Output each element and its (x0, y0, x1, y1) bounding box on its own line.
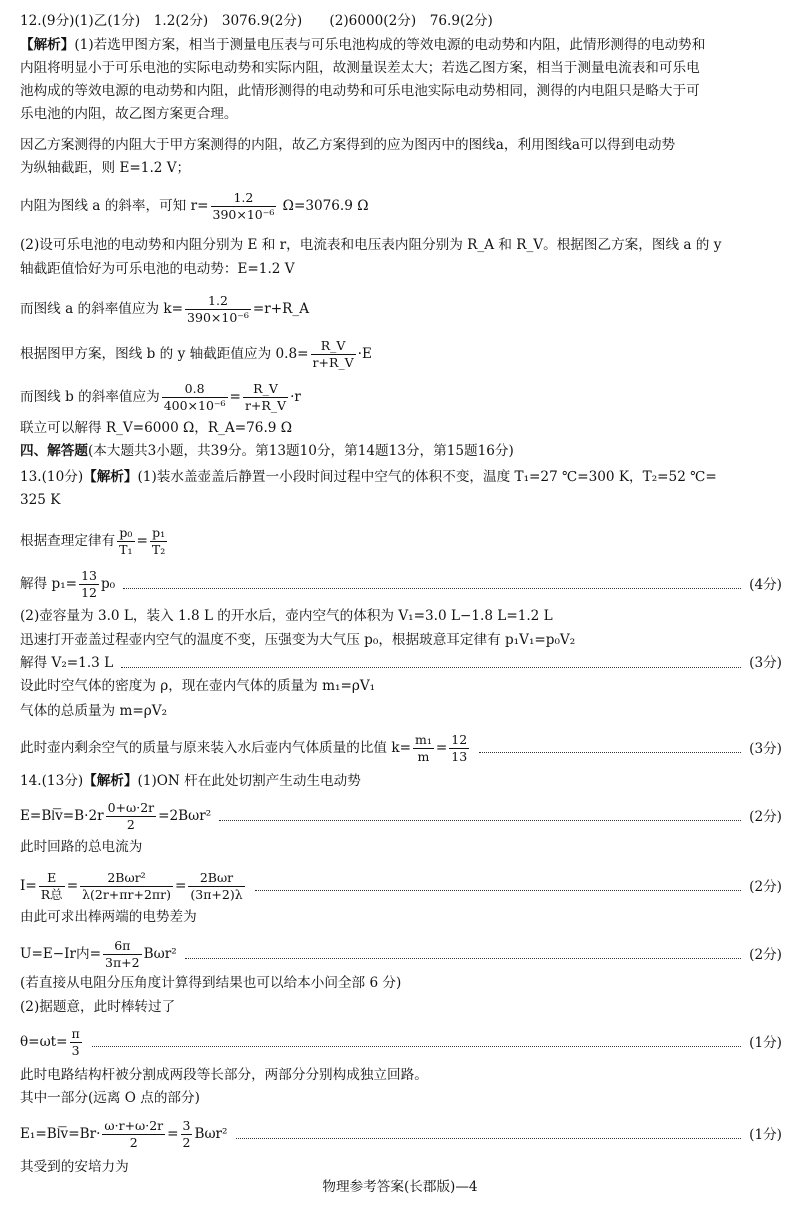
score-label: (3分) (749, 655, 782, 671)
score-label: (2分) (749, 946, 782, 963)
q14-text-line: 其中一部分(远离 O 点的部分) (20, 1090, 200, 1106)
q12-text-line: 池构成的等效电源的电动势和内阻，此情形测得的电动势和可乐电池实际电动势相同，测得的内电阻只是略大于可 (20, 83, 700, 99)
analysis-tag: 【解析】 (20, 37, 75, 53)
fraction: $\frac{\text{2Bωr²}}{\lambda(2r+\pi r+2\pi r)}$ (82, 870, 171, 902)
fraction: $\frac{\omega\cdot r+\omega\cdot 2r}{2}$ (104, 1118, 164, 1150)
analysis-tag: 【解析】 (83, 469, 138, 485)
q12-analysis-line: 【解析】(1)若选甲图方案，相当于测量电压表与可乐电池构成的等效电源的电动势和内阻，此情形测得的电动势和 (20, 37, 706, 53)
q12-internal-resistance-eq: 内阻为图线 a 的斜率，可知 r= $\frac{1.2}{\text{390×10⁻⁶}}$ Ω=3076.9 Ω (20, 190, 369, 222)
q12-intercept-eq: 根据图甲方案，图线 b 的 y 轴截距值应为 0.8= $\frac{R\_V}{r+R\_V}$ ·E (20, 338, 372, 370)
q14-scored-line: U=E−Ir内= $\frac{6\pi}{3\pi+2}$ Bωr² (2分) (20, 938, 782, 970)
q13-scored-line: 此时壶内剩余空气的质量与原来装入水后壶内气体质量的比值 k= $\frac{\text{m₁}}{m}$ = $\frac{12}{13}$ (3分) (20, 732, 782, 764)
q14-scored-line: θ=ωt= $\frac{\pi}{3}$ (1分) (20, 1026, 782, 1058)
q14-text-line: (若直接从电阻分压角度计算得到结果也可以给本小问全部 6 分) (20, 975, 402, 991)
score-label: (1分) (749, 1126, 782, 1143)
fraction: $\frac{\text{m₁}}{m}$ (414, 732, 432, 764)
dotted-leader (92, 1046, 741, 1047)
q13-text-line: (2)壶容量为 3.0 L，装入 1.8 L 的开水后，壶内空气的体积为 V₁=3.0 L−1.8 L=1.2 L (20, 608, 553, 624)
q14-header: 14.(13分)【解析】(1)ON 杆在此处切割产生动生电动势 (20, 773, 361, 789)
fraction: $\frac{1.2}{\text{390×10⁻⁶}}$ (187, 293, 249, 325)
q12-header: 12.(9分)(1)乙(1分) 1.2(2分) 3076.9(2分) (2)6000(2分) 76.9(2分) (20, 13, 493, 29)
q13-text-line: 迅速打开壶盖过程壶内空气的温度不变，压强变为大气压 p₀，根据玻意耳定律有 p₁V₁=p₀V₂ (20, 632, 576, 648)
dotted-leader (123, 588, 741, 589)
q14-text-line: 此时回路的总电流为 (20, 839, 143, 855)
q14-text-line: (2)据题意，此时棒转过了 (20, 999, 176, 1015)
score-label: (2分) (749, 808, 782, 825)
fraction: $\frac{\pi}{3}$ (71, 1026, 80, 1058)
fraction: $\frac{\text{p₁}}{\text{T₂}}$ (151, 525, 166, 557)
dotted-leader (479, 752, 741, 753)
fraction: $\frac{0.8}{\text{400×10⁻⁶}}$ (163, 381, 226, 413)
q12-text-line: (2)设可乐电池的电动势和内阻分别为 E 和 r，电流表和电压表内阻分别为 R_A 和 R_V。根据图乙方案，图线 a 的 y (20, 237, 722, 253)
score-label: (3分) (749, 740, 782, 757)
fraction: $\frac{\text{p₀}}{\text{T₁}}$ (119, 525, 133, 557)
q12-slope-eq: 而图线 a 的斜率值应为 k= $\frac{1.2}{\text{390×10⁻⁶}}$ =r+R_A (20, 293, 310, 325)
q14-scored-line: I= $\frac{E}{\text{R总}}$ = $\frac{\text{2Bωr²}}{\lambda(2r+\pi r+2\pi r)}$ = $\frac{\text{2Bωr}}{(3\pi+2)\lambda}$ (2分) (20, 870, 782, 902)
q12-result: 联立可以解得 R_V=6000 Ω，R_A=76.9 Ω (20, 420, 293, 436)
fraction: $\frac{R\_V}{r+R\_V}$ (244, 381, 287, 413)
fraction: $\frac{12}{13}$ (451, 732, 468, 764)
dotted-leader (255, 890, 742, 891)
q12-text-line: 为纵轴截距，则 E=1.2 V； (20, 160, 191, 176)
q14-text-line: 由此可求出棒两端的电势差为 (20, 909, 197, 925)
fraction: $\frac{R\_V}{r+R\_V}$ (312, 338, 354, 370)
q14-text-line: 其受到的安培力为 (20, 1159, 129, 1175)
analysis-tag: 【解析】 (83, 773, 138, 789)
fraction: $\frac{13}{12}$ (81, 568, 97, 600)
fraction: $\frac{6\pi}{3\pi+2}$ (105, 938, 140, 970)
page-footer: 物理参考答案(长郡版)—4 (322, 1179, 478, 1195)
q13-header: 13.(10分)【解析】(1)装水盖壶盖后静置一小段时间过程中空气的体积不变，温度 T₁=27 ℃=300 K，T₂=52 ℃= (20, 469, 717, 485)
fraction: $\frac{\text{2Bωr}}{(3\pi+2)\lambda}$ (190, 870, 243, 902)
q12-text-line: 内阻将明显小于可乐电池的实际电动势和实际内阻，故测量误差太大；若选乙图方案，相当于测量电流表和可乐电 (20, 60, 700, 76)
q12-text-line: 乐电池的内阻，故乙图方案更合理。 (20, 106, 238, 122)
q13-scored-line: 解得 V₂=1.3 L (3分) (20, 652, 782, 674)
dotted-leader (185, 958, 741, 959)
section-title: 四、解答题(本大题共3小题，共39分。第13题10分，第14题13分，第15题16分) (20, 443, 514, 459)
q13-text-line: 325 K (20, 492, 61, 508)
score-label: (1分) (749, 1034, 782, 1051)
q14-scored-line: E=Bl͞v=B·2r $\frac{0+\omega\cdot 2r}{2}$ =2Bωr² (2分) (20, 800, 782, 832)
dotted-leader (219, 820, 741, 821)
q13-charles-law-eq: 根据查理定律有 $\frac{\text{p₀}}{\text{T₁}}$ = $\frac{\text{p₁}}{\text{T₂}}$ (20, 525, 166, 557)
q12-text-line: 因乙方案测得的内阻大于甲方案测得的内阻，故乙方案得到的应为图丙中的图线a，利用图线a可以得到电动势 (20, 137, 676, 153)
dotted-leader (236, 1138, 742, 1139)
score-label: (2分) (749, 878, 782, 895)
dotted-leader (121, 667, 741, 668)
q12-slope-b-eq: 而图线 b 的斜率值应为 $\frac{0.8}{\text{400×10⁻⁶}}$ = $\frac{R\_V}{r+R\_V}$ ·r (20, 381, 301, 413)
score-label: (4分) (749, 576, 782, 593)
fraction: $\frac{1.2}{\text{390×10⁻⁶}}$ (212, 190, 275, 222)
fraction: $\frac{E}{\text{R总}}$ (40, 870, 63, 902)
fraction: $\frac{3}{2}$ (182, 1118, 191, 1150)
q13-scored-line: 解得 p₁= $\frac{13}{12}$ p₀ (4分) (20, 568, 782, 600)
q14-text-line: 此时电路结构杆被分割成两段等长部分，两部分分别构成独立回路。 (20, 1067, 428, 1083)
q13-text-line: 气体的总质量为 m=ρV₂ (20, 703, 168, 719)
q12-text-line: 轴截距值恰好为可乐电池的电动势：E=1.2 V (20, 261, 295, 277)
q14-scored-line: E₁=Bl͞v=Br· $\frac{\omega\cdot r+\omega\cdot 2r}{2}$ = $\frac{3}{2}$ Bωr² (1分) (20, 1118, 782, 1150)
fraction: $\frac{0+\omega\cdot 2r}{2}$ (107, 800, 155, 832)
q13-text-line: 设此时空气体的密度为 ρ，现在壶内气体的质量为 m₁=ρV₁ (20, 678, 376, 694)
